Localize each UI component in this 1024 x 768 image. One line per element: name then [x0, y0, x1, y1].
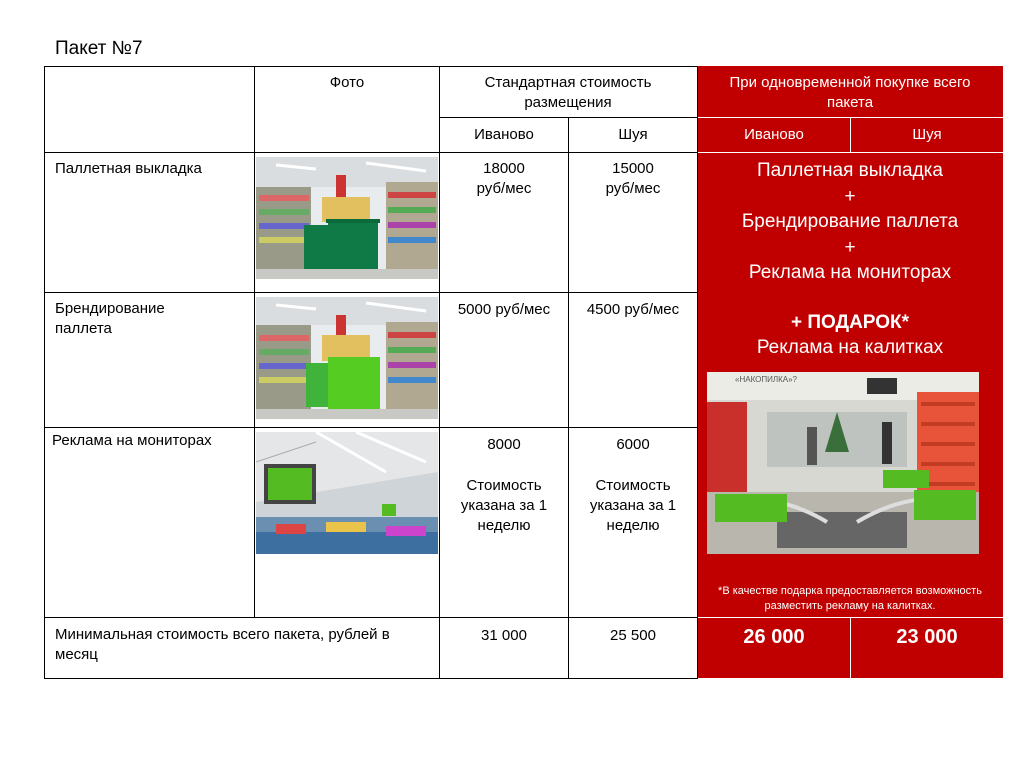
- divider: [697, 152, 1003, 153]
- bundle-offer-text: [700, 158, 1000, 361]
- grid-line: [44, 427, 697, 428]
- price-branding-ivanovo: 5000 руб/мес: [457, 301, 551, 318]
- price-monitors-ivanovo: 8000: [487, 436, 521, 453]
- price-pallet-shuya: 15000 руб/мес: [605, 160, 661, 197]
- row-name-branded-pallet: Брендирование паллета: [55, 300, 165, 337]
- offer-gift: + ПОДАРОК*: [790, 311, 909, 333]
- price-branding-shuya: 4500 руб/мес: [586, 301, 680, 318]
- gates-ad-photo: [707, 372, 979, 554]
- page-title: Пакет №7: [55, 38, 143, 59]
- grid-line: [44, 152, 697, 153]
- offer-line-pallet: Паллетная выкладка: [757, 160, 943, 181]
- row-name-pallet-display: Паллетная выкладка: [55, 160, 202, 177]
- bundle-city-shuya: Шуя: [912, 126, 942, 143]
- row-name-monitor-ads: Реклама на мониторах: [52, 432, 212, 449]
- offer-line-branding: Брендирование паллета: [741, 211, 959, 232]
- price-monitors-shuya: 6000: [616, 436, 650, 453]
- gift-footnote: *В качестве подарка предоставляется возможность разместить рекламу на калитках.: [718, 585, 982, 612]
- bundle-price-ivanovo: 26 000: [743, 626, 805, 648]
- bundle-city-ivanovo: Иваново: [744, 126, 804, 143]
- grid-line: [44, 292, 697, 293]
- pallet-display-photo: [256, 157, 438, 279]
- minimum-shuya: 25 500: [610, 627, 656, 644]
- offer-gift-item: Реклама на калитках: [756, 337, 944, 358]
- grid-line: [568, 117, 569, 679]
- note-monitors-shuya: Стоимость указана за 1 неделю: [589, 477, 677, 534]
- grid-line: [439, 66, 440, 679]
- grid-line: [44, 617, 697, 618]
- grid-line: [44, 678, 697, 679]
- header-city-ivanovo: Иваново: [474, 126, 534, 143]
- price-pallet-ivanovo: 18000 руб/мес: [476, 160, 532, 197]
- offer-line-monitors: Реклама на мониторах: [748, 262, 952, 283]
- grid-line: [254, 66, 255, 618]
- note-monitors-ivanovo: Стоимость указана за 1 неделю: [460, 477, 548, 534]
- minimum-label: Минимальная стоимость всего пакета, рублей в месяц: [55, 626, 390, 663]
- header-bundle-offer: При одновременной покупке всего пакета: [729, 74, 971, 111]
- header-photo: Фото: [329, 74, 365, 91]
- grid-line: [44, 66, 697, 67]
- grid-line: [697, 66, 698, 679]
- monitor-ads-photo: [256, 432, 438, 554]
- branded-pallet-photo: [256, 297, 438, 419]
- bundle-price-shuya: 23 000: [896, 626, 958, 648]
- header-standard-cost: Стандартная стоимость размещения: [484, 74, 652, 111]
- gates-photo-sign: «НАКОПИЛКА»?: [735, 375, 797, 384]
- offer-plus: +: [844, 236, 856, 258]
- minimum-ivanovo: 31 000: [481, 627, 527, 644]
- offer-plus: +: [844, 185, 856, 207]
- grid-line: [44, 66, 45, 679]
- header-city-shuya: Шуя: [618, 126, 648, 143]
